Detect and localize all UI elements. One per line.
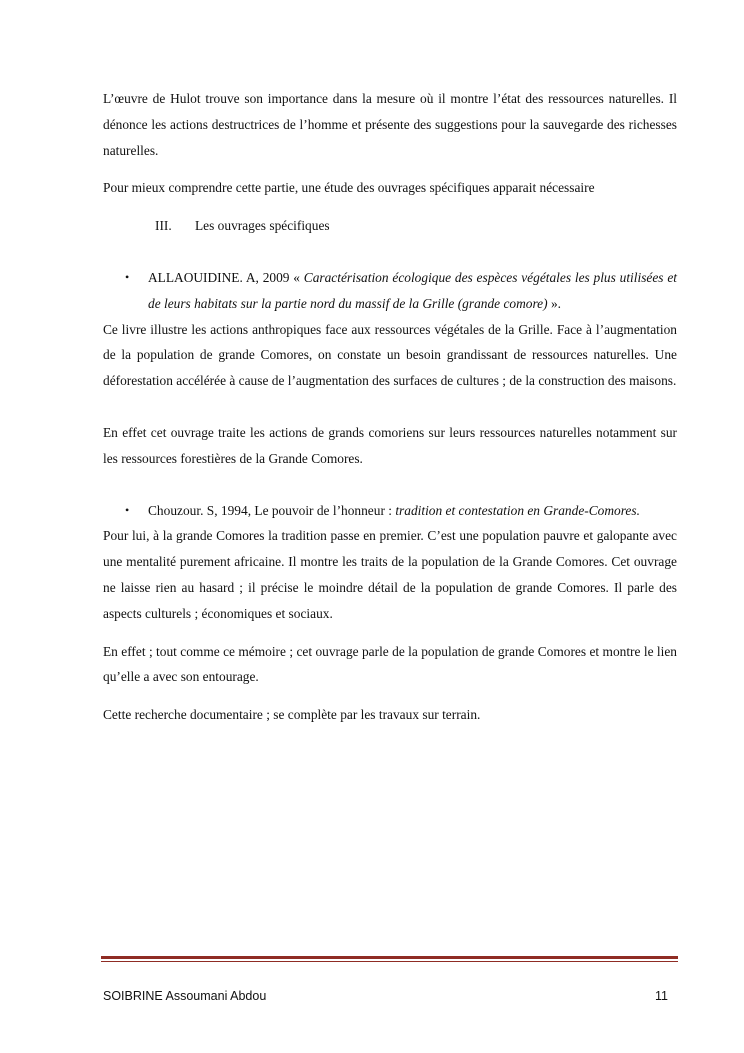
bullet-icon: • [125, 502, 130, 517]
paragraph-allaouidine-summary: Ce livre illustre les actions anthropiques face aux ressources végétales de la Grille. Face à l’augmentation de la population de grande Comores, on constate un besoin grandissant de ressources naturelles. Une déforestation accélérée à cause de l’augmentation des surfaces de cultures ; de la construction des maisons. [103, 321, 677, 389]
paragraph-chouzour-summary: Pour lui, à la grande Comores la tradition passe en premier. C’est une population pauvre et galopante avec une mentalité purement africaine. Il montre les traits de la population de la Grande Comores. Cet ouvrage ne laisse rien au hasard ; il précise le moindre détail de la population de grande Comores. Il parle des aspects culturels ; économiques et sociaux. [103, 528, 677, 621]
reference-item [103, 498, 677, 524]
section-number: III. [155, 218, 172, 234]
reference-suffix: ». [547, 295, 561, 311]
paragraph-allaouidine-effect: En effet cet ouvrage traite les actions de grands comoriens sur leurs ressources naturelles notamment sur les ressources forestières de la Grande Comores. [103, 424, 677, 466]
section-heading [103, 213, 677, 239]
footer-rule-thick [101, 956, 678, 959]
bullet-icon: • [125, 269, 130, 284]
footer-rule-thin [101, 961, 678, 962]
paragraph-conclusion: Cette recherche documentaire ; se complète par les travaux sur terrain. [103, 707, 481, 723]
reference-item [103, 265, 677, 317]
footer-author: SOIBRINE Assoumani Abdou [103, 989, 267, 1003]
paragraph-chouzour-effect: En effet ; tout comme ce mémoire ; cet ouvrage parle de la population de grande Comores et montre le lien qu’elle a avec son entourage. [103, 643, 677, 685]
page-footer [103, 989, 668, 1003]
paragraph-hulot: L’œuvre de Hulot trouve son importance dans la mesure où il montre l’état des ressources naturelles. Il dénonce les actions destructrices de l’homme et présente des suggestions pour la sauvegarde des richesses naturelles. [103, 91, 677, 158]
section-title: Les ouvrages spécifiques [195, 218, 330, 234]
reference-author: Chouzour. S, 1994, Le pouvoir de l’honneur : [148, 502, 396, 518]
reference-title: Caractérisation écologique des espèces végétales les plus utilisées et de leurs habitats sur la partie nord du massif de la Grille (grande comore) [148, 269, 677, 311]
page-number: 11 [655, 989, 668, 1003]
document-body [103, 86, 677, 728]
reference-title: tradition et contestation en Grande-Comores. [395, 502, 640, 518]
reference-author: ALLAOUIDINE. A, 2009 « [148, 269, 304, 285]
paragraph-intro: Pour mieux comprendre cette partie, une étude des ouvrages spécifiques apparait nécessaire [103, 180, 595, 196]
